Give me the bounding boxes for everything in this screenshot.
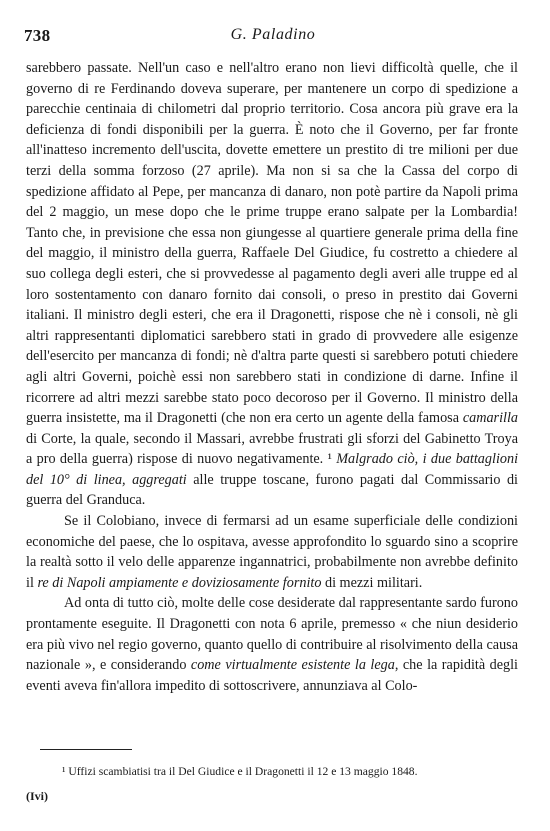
text-run: Ad onta di tutto ciò, molte delle cose desiderate dal rappresentante sardo furono prontamente eseguite. Il Dragonetti con nota 6 aprile, premesso « che niun desiderio era più vivo nel regio governo, quanto quello di contribuire al risolvimento della causa nazionale », e considerando [26, 595, 518, 674]
italic-text: camarilla [462, 410, 518, 427]
text-run: alle truppe toscane, furono pagati dal Commissario di guerra del Granduca. [26, 471, 518, 509]
page-number: 738 [24, 26, 51, 45]
text-run: , che la rapidità degli eventi aveva fin'allora impedito di sottoscrivere, annunziava al Colo- [26, 657, 518, 694]
text-run: sarebbero passate. Nell'un caso e nell'altro erano non lievi difficoltà quelle, che il governo di re Ferdinando doveva superare, per mantenere un corpo di spedizione a parecchie centinaia di chilometri dal proprio territorio. Cosa ancora più grave era la deficienza di fondi disponibili per la guerra. È noto che il Governo, per far fronte all'inatteso incremento dell'uscita, dovette emettere un prestito di tre milioni per due terzi della somma forzoso (27 aprile). Ma non si sa che la Cassa del corpo di spedizione affidato al Pepe, per mancanza di danaro, non potè partire da Napoli prima del 2 maggio, un mese dopo che le prime truppe erano salpate per la Lombardia! Tanto che, in previsione che essa non giungesse al quartiere generale prima della fine del maggio, il ministro della guerra, Raffaele Del Giudice, fu costretto a chiedere al suo collega degli esteri, che si provvedesse al pagamento degli averi alle truppe ed al loro sostentamento con danaro fornito dai consoli, o preso in prestito dai Governi italiani. Il ministro degli esteri, che era il Dragonetti, rispose che nè i consoli, nè gli altri rappresentanti diplomatici sarebbero stati in grado di provvedere alle esigenze dell'esercito per mancanza di fondi; nè d'altra parte questi si sarebbero potuti chiedere agli altri Governi, poichè essi non sarebbero stati in condizione di darne. Infine il ricorrere ad altri mezzi sarebbe stato poco decoroso per il Governo. Il ministro della guerra insistette, ma il Dragonetti (che non era certo un agente della famosa [26, 60, 518, 427]
running-head: G. Paladino [230, 26, 316, 43]
paragraph [26, 511, 518, 593]
paragraph [26, 593, 518, 696]
footnote: ¹ Uffizi scambiatisi tra il Del Giudice e il Dragonetti il 12 e 13 maggio 1848. [62, 765, 418, 778]
text-run: di mezzi militari. [321, 574, 423, 591]
signature-mark: (Ivi) [26, 789, 48, 803]
italic-text: Malgrado ciò, i due battaglioni del 10° di linea, aggregati [26, 451, 519, 488]
footnote-divider [40, 749, 132, 750]
text-run: Se il Colobiano, invece di fermarsi ad un esame superficiale delle condizioni economiche del paese, che lo ospitava, avesse approfondito lo sguardo sino a scoprire la realtà sotto il velo delle apparenze ingannatrici, probabilmente non avrebbe definito il [26, 513, 518, 591]
body-text [26, 58, 518, 696]
text-run: di Corte, la quale, secondo il Massari, avrebbe frustrati gli sforzi del Gabinetto Troya a pro della guerra) rispose di nuovo negativamente. [26, 430, 518, 468]
italic-text: come virtualmente esistente la lega [190, 657, 395, 674]
text-run: ¹ [327, 451, 332, 468]
paragraph [26, 58, 518, 511]
page-header [24, 26, 522, 48]
italic-text: re di Napoli ampiamente e doviziosamente fornito [37, 574, 322, 591]
